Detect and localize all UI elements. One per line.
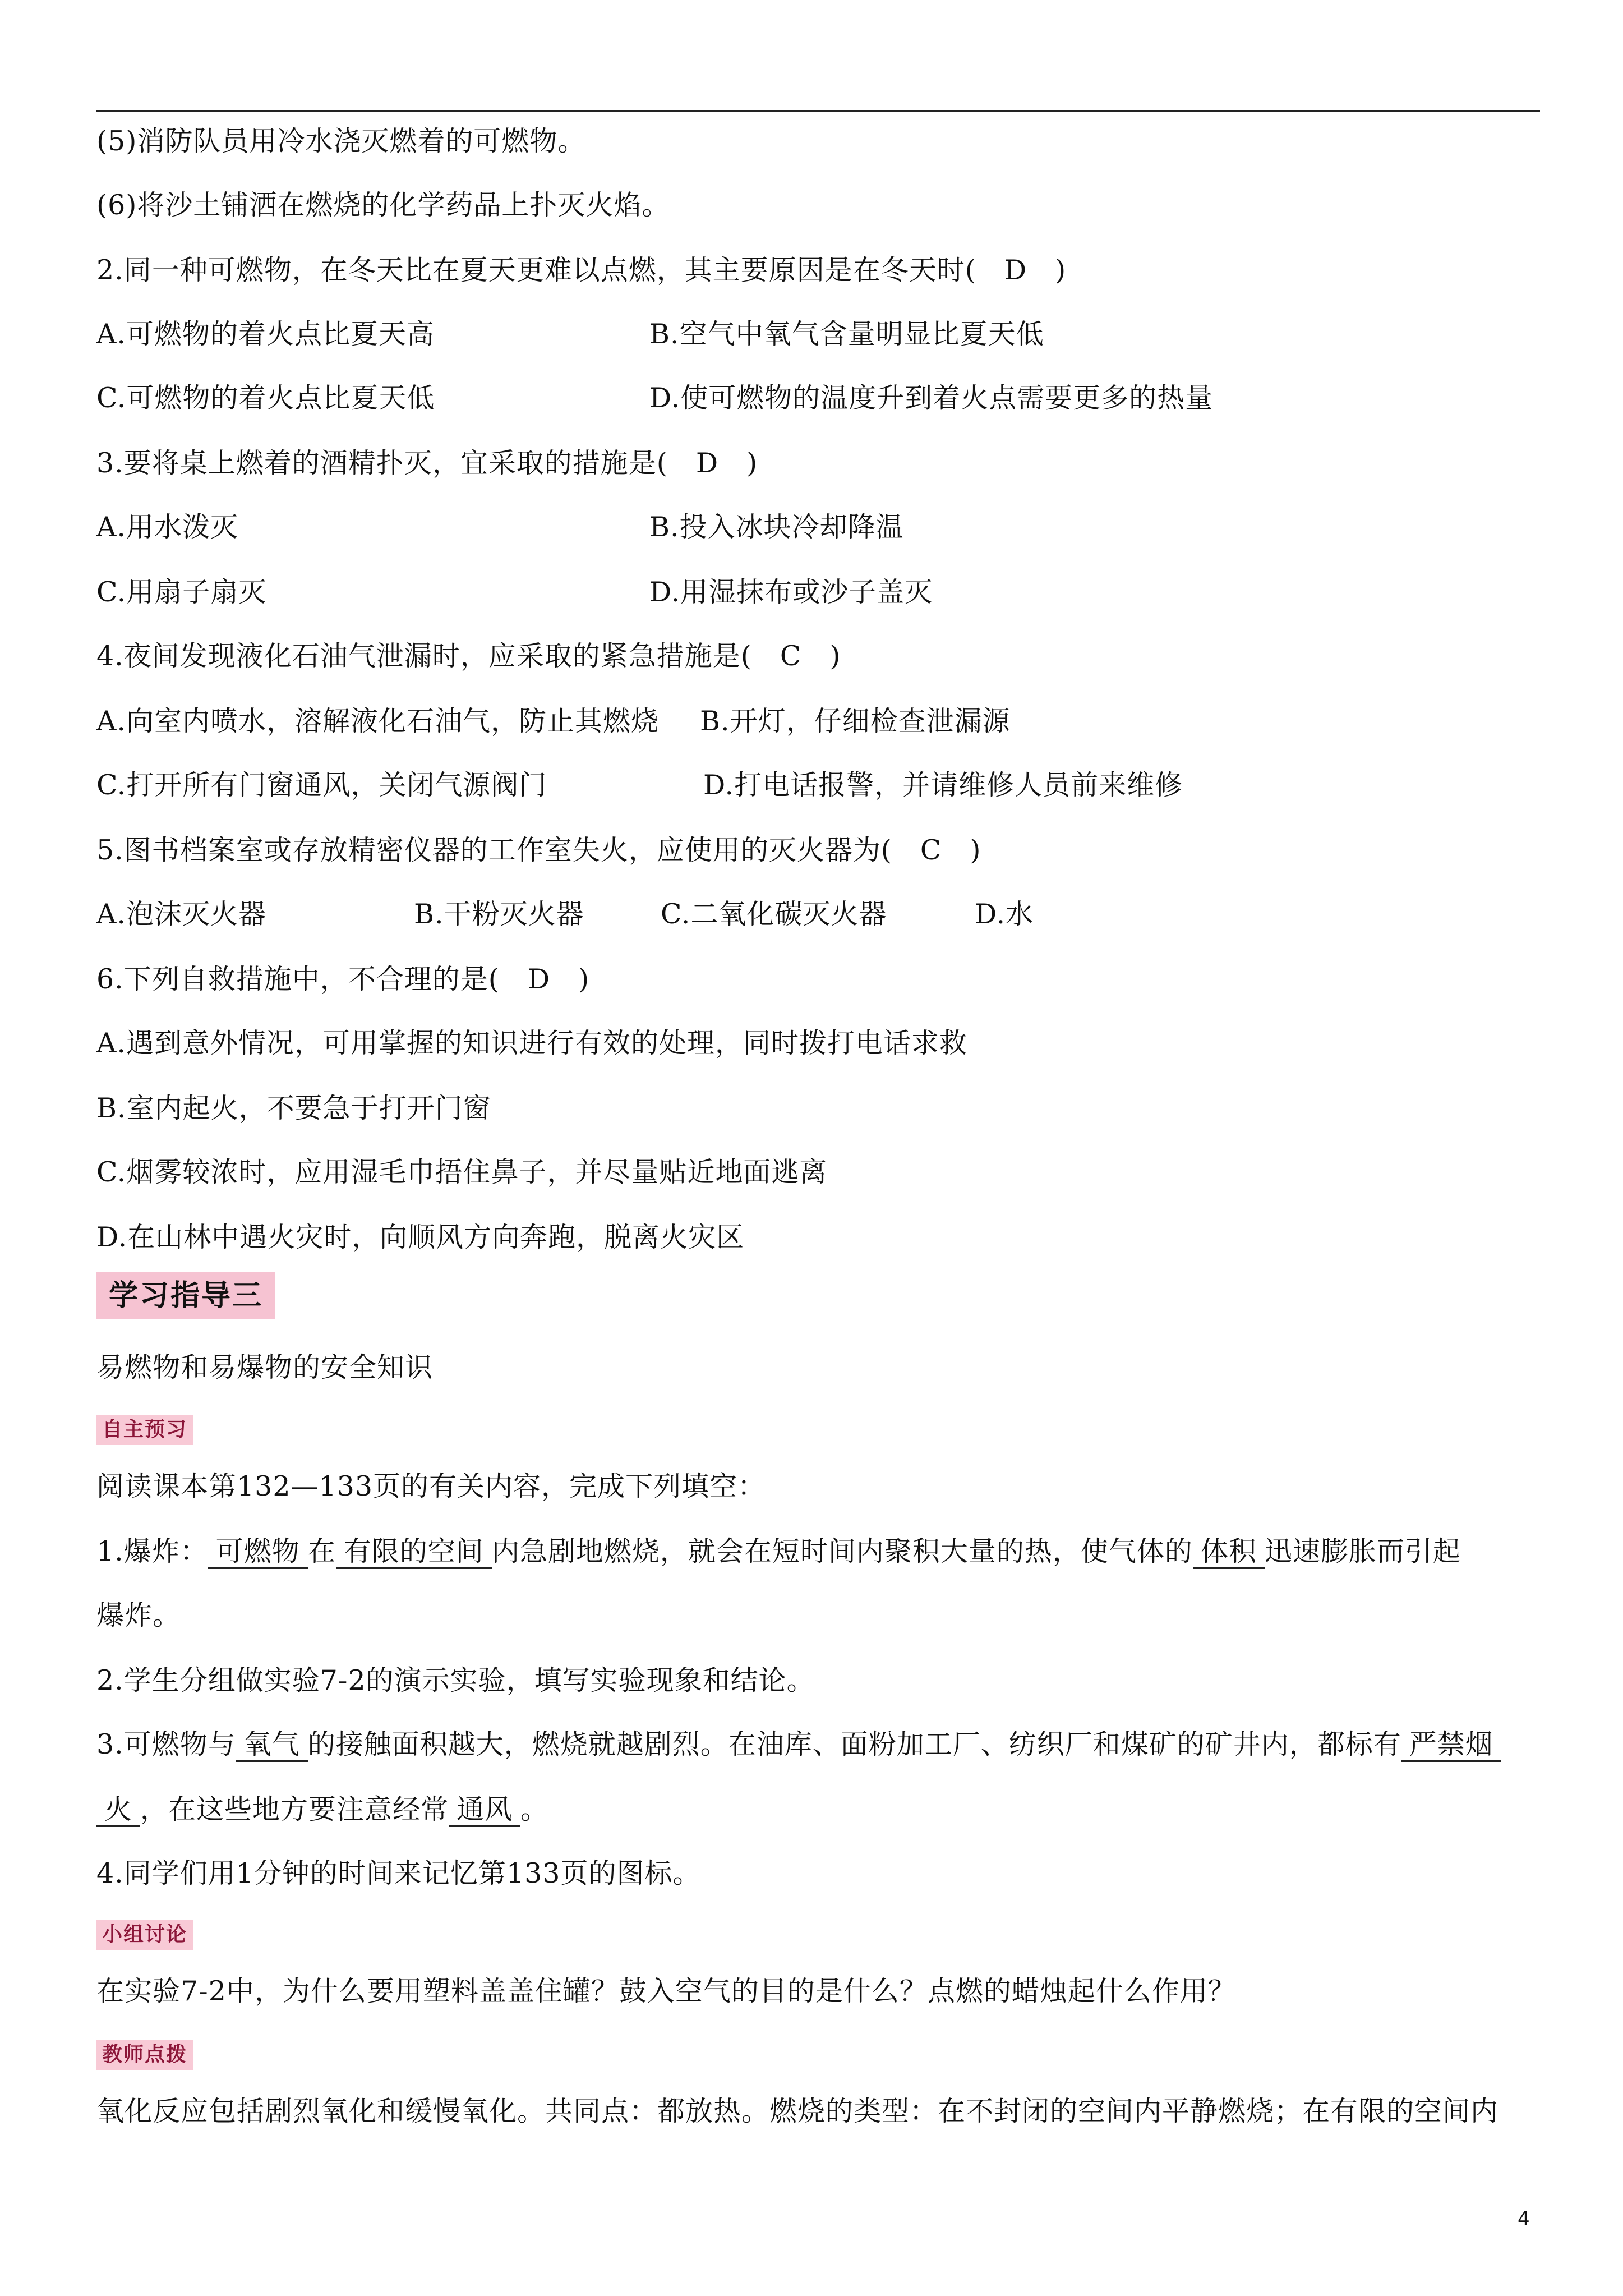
fill-item-4: 4.同学们用1分钟的时间来记忆第133页的图标。 (96, 1857, 701, 1889)
tag-self-preview: 自主预习 (96, 1415, 193, 1445)
section-topic: 易燃物和易爆物的安全知识 (96, 1351, 434, 1383)
question-4-option-a: A.向室内喷水，溶解液化石油气，防止其燃烧 (96, 705, 659, 737)
question-4-option-b: B.开灯，仔细检查泄漏源 (700, 705, 1011, 737)
question-3-stem: 3.要将桌上燃着的酒精扑灭，宜采取的措施是( D ) (96, 447, 758, 479)
tag-group-discussion: 小组讨论 (96, 1920, 193, 1950)
text-line: (6)将沙土铺洒在燃烧的化学药品上扑灭火焰。 (96, 189, 670, 221)
blank-answer: 氧气 (236, 1729, 308, 1762)
fill-item-2: 2.学生分组做实验7-2的演示实验，填写实验现象和结论。 (96, 1664, 815, 1696)
discussion-text: 在实验7-2中，为什么要用塑料盖盖住罐？鼓入空气的目的是什么？点燃的蜡烛起什么作用？ (96, 1975, 1236, 2007)
question-2-option-a: A.可燃物的着火点比夏天高 (96, 318, 435, 350)
fill-item-1-continued: 爆炸。 (96, 1599, 181, 1631)
preview-intro: 阅读课本第132—133页的有关内容，完成下列填空： (96, 1470, 766, 1502)
question-5-option-b: B.干粉灭火器 (414, 898, 584, 930)
fill-item-3: 3.可燃物与 氧气 的接触面积越大，燃烧就越剧烈。在油库、面粉加工厂、纺织厂和煤矿的矿井内，都标有 严禁烟 (96, 1728, 1501, 1762)
question-6-option-a: A.遇到意外情况，可用掌握的知识进行有效的处理，同时拨打电话求救 (96, 1027, 967, 1059)
question-3-option-c: C.用扇子扇灭 (96, 576, 267, 608)
question-3-option-b: B.投入冰块冷却降温 (649, 511, 904, 543)
page-number: 4 (1518, 2208, 1530, 2230)
question-5-option-d: D.水 (975, 898, 1034, 930)
question-4-stem: 4.夜间发现液化石油气泄漏时，应采取的紧急措施是( C ) (96, 640, 841, 672)
question-6-option-d: D.在山林中遇火灾时，向顺风方向奔跑，脱离火灾区 (96, 1221, 745, 1253)
question-3-option-a: A.用水泼灭 (96, 511, 238, 543)
blank-answer: 通风 (449, 1794, 520, 1827)
fill-item-3-continued: 火 ，在这些地方要注意经常 通风 。 (96, 1793, 548, 1827)
text-line: (5)消防队员用冷水浇灭燃着的可燃物。 (96, 125, 586, 157)
question-6-option-c: C.烟雾较浓时，应用湿毛巾捂住鼻子，并尽量贴近地面逃离 (96, 1156, 828, 1188)
blank-answer: 体积 (1193, 1536, 1265, 1569)
teacher-tip-text: 氧化反应包括剧烈氧化和缓慢氧化。共同点：都放热。燃烧的类型：在不封闭的空间内平静燃烧；在有限的空间内 (96, 2095, 1499, 2127)
question-2-stem: 2.同一种可燃物，在冬天比在夏天更难以点燃，其主要原因是在冬天时( D ) (96, 254, 1067, 286)
section-title: 学习指导三 (96, 1272, 275, 1319)
question-4-option-c: C.打开所有门窗通风，关闭气源阀门 (96, 769, 547, 801)
question-2-option-c: C.可燃物的着火点比夏天低 (96, 382, 435, 414)
question-5-option-c: C.二氧化碳灭火器 (661, 898, 887, 930)
blank-answer: 严禁烟 (1401, 1729, 1501, 1762)
fill-item-1: 1.爆炸： 可燃物 在 有限的空间 内急剧地燃烧，就会在短时间内聚积大量的热，使气体的 体积 迅速膨胀而引起 (96, 1535, 1461, 1569)
question-5-stem: 5.图书档案室或存放精密仪器的工作室失火，应使用的灭火器为( C ) (96, 834, 981, 866)
blank-answer: 火 (96, 1794, 140, 1827)
question-4-option-d: D.打电话报警，并请维修人员前来维修 (703, 769, 1183, 801)
tag-teacher-tip: 教师点拨 (96, 2040, 193, 2070)
question-6-option-b: B.室内起火，不要急于打开门窗 (96, 1092, 491, 1124)
question-2-option-b: B.空气中氧气含量明显比夏天低 (649, 318, 1044, 350)
header-rule (96, 110, 1540, 112)
question-2-option-d: D.使可燃物的温度升到着火点需要更多的热量 (649, 382, 1214, 414)
question-3-option-d: D.用湿抹布或沙子盖灭 (649, 576, 933, 608)
blank-answer: 有限的空间 (336, 1536, 492, 1569)
blank-answer: 可燃物 (208, 1536, 308, 1569)
question-6-stem: 6.下列自救措施中，不合理的是( D ) (96, 963, 590, 995)
question-5-option-a: A.泡沫灭火器 (96, 898, 266, 930)
